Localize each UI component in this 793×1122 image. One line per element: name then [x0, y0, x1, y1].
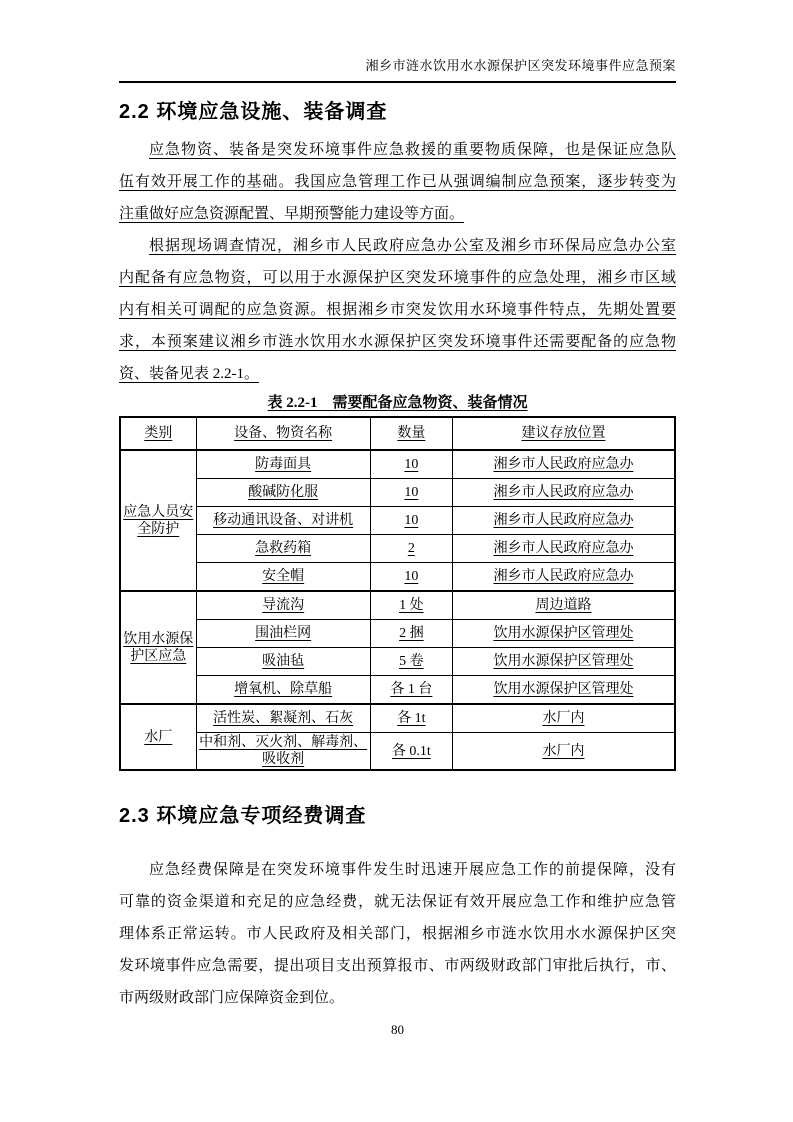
- column-header-location: 建议存放位置: [452, 417, 675, 450]
- category-cell: 水厂: [120, 704, 196, 770]
- table-caption: 表 2.2-1 需要配备应急物资、装备情况: [267, 395, 528, 411]
- item-name-cell: 中和剂、灭火剂、解毒剂、吸收剂: [196, 733, 370, 771]
- paragraph-line: 注重做好应急资源配置、早期预警能力建设等方面。: [119, 206, 465, 222]
- item-location-cell: 饮用水源保护区管理处: [452, 676, 675, 705]
- item-name-cell: 防毒面具: [196, 450, 370, 479]
- paragraph-line: 应急经费保障是在突发环境事件发生时迅速开展应急工作的前提保障，没有: [149, 862, 676, 878]
- table-row: [120, 733, 675, 771]
- item-name-cell: 安全帽: [196, 563, 370, 592]
- section-heading-2-3: 2.3 环境应急专项经费调查: [119, 805, 367, 827]
- paragraph-line: 可靠的资金渠道和充足的应急经费，就无法保证有效开展应急工作和维护应急管: [119, 894, 676, 910]
- paragraph-line: 市两级财政部门应保障资金到位。: [119, 990, 345, 1006]
- item-location-cell: 饮用水源保护区管理处: [452, 648, 675, 676]
- paragraph-line: 根据现场调查情况，湘乡市人民政府应急办公室及湘乡市环保局应急办公室: [149, 238, 676, 254]
- item-location-cell: 湘乡市人民政府应急办: [452, 507, 675, 535]
- item-qty-cell: 1 处: [370, 591, 452, 620]
- item-qty-cell: 10: [370, 507, 452, 535]
- item-name-cell: 急救药箱: [196, 535, 370, 563]
- table-row: [120, 620, 675, 648]
- paragraph-2-2-1: [119, 134, 676, 230]
- item-name-cell: 吸油毡: [196, 648, 370, 676]
- item-name-cell: 导流沟: [196, 591, 370, 620]
- item-qty-cell: 10: [370, 450, 452, 479]
- header-rule: [119, 81, 676, 83]
- item-qty-cell: 各 1t: [370, 704, 452, 733]
- item-qty-cell: 5 卷: [370, 648, 452, 676]
- item-qty-cell: 10: [370, 479, 452, 507]
- table-row: [120, 563, 675, 592]
- item-name-cell: 围油栏网: [196, 620, 370, 648]
- item-name-cell: 酸碱防化服: [196, 479, 370, 507]
- item-name-cell: 移动通讯设备、对讲机: [196, 507, 370, 535]
- item-qty-cell: 2 捆: [370, 620, 452, 648]
- item-qty-cell: 2: [370, 535, 452, 563]
- paragraph-line: 求，本预案建议湘乡市涟水饮用水水源保护区突发环境事件还需要配备的应急物: [119, 334, 676, 350]
- column-header-category: 类别: [120, 417, 196, 450]
- item-name-cell: 增氧机、除草船: [196, 676, 370, 705]
- paragraph-line: 内有相关可调配的应急资源。根据湘乡市突发饮用水环境事件特点，先期处置要: [119, 302, 676, 318]
- running-header-title: 湘乡市涟水饮用水水源保护区突发环境事件应急预案: [365, 58, 676, 73]
- paragraph-line: 发环境事件应急需要，提出项目支出预算报市、市两级财政部门审批后执行，市、: [119, 958, 676, 974]
- table-row: [120, 450, 675, 479]
- item-location-cell: 周边道路: [452, 591, 675, 620]
- paragraph-line: 应急物资、装备是突发环境事件应急救援的重要物质保障，也是保证应急队: [149, 142, 676, 158]
- item-qty-cell: 10: [370, 563, 452, 592]
- page-number: 80: [391, 1022, 404, 1037]
- item-location-cell: 饮用水源保护区管理处: [452, 620, 675, 648]
- category-cell: 饮用水源保护区应急: [120, 591, 196, 704]
- paragraph-line: 伍有效开展工作的基础。我国应急管理工作已从强调编制应急预案，逐步转变为: [119, 174, 676, 190]
- paragraph-line: 资、装备见表 2.2-1。: [119, 366, 259, 382]
- table-header-row: [120, 417, 675, 450]
- paragraph-2-3-1: [119, 854, 676, 1014]
- table-row: [120, 676, 675, 705]
- table-row: [120, 704, 675, 733]
- item-name-cell: 活性炭、絮凝剂、石灰: [196, 704, 370, 733]
- item-qty-cell: 各 1 台: [370, 676, 452, 705]
- table-row: [120, 535, 675, 563]
- table-row: [120, 591, 675, 620]
- item-location-cell: 水厂内: [452, 733, 675, 771]
- supplies-table: [119, 416, 676, 771]
- item-qty-cell: 各 0.1t: [370, 733, 452, 771]
- item-location-cell: 湘乡市人民政府应急办: [452, 563, 675, 592]
- running-header: [119, 0, 676, 83]
- paragraph-line: 理体系正常运转。市人民政府及相关部门，根据湘乡市涟水饮用水水源保护区突: [119, 926, 676, 942]
- table-row: [120, 648, 675, 676]
- item-location-cell: 水厂内: [452, 704, 675, 733]
- column-header-qty: 数量: [370, 417, 452, 450]
- paragraph-line: 内配备有应急物资，可以用于水源保护区突发环境事件的应急处理，湘乡市区域: [119, 270, 676, 286]
- paragraph-2-2-2: [119, 230, 676, 390]
- item-location-cell: 湘乡市人民政府应急办: [452, 479, 675, 507]
- section-heading-2-2: 2.2 环境应急设施、装备调查: [119, 101, 388, 123]
- column-header-name: 设备、物资名称: [196, 417, 370, 450]
- page-content: [119, 0, 676, 1014]
- item-location-cell: 湘乡市人民政府应急办: [452, 450, 675, 479]
- table-row: [120, 479, 675, 507]
- category-cell: 应急人员安全防护: [120, 450, 196, 591]
- table-row: [120, 507, 675, 535]
- item-location-cell: 湘乡市人民政府应急办: [452, 535, 675, 563]
